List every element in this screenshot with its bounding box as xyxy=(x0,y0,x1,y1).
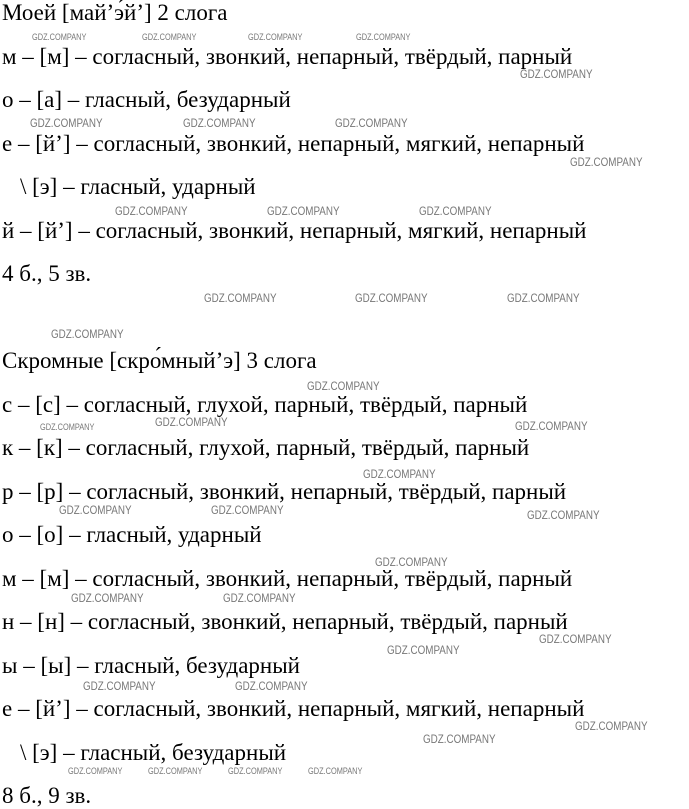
watermark: GDZ.COMPANY xyxy=(355,291,428,305)
summary-line: 4 б., 5 зв. xyxy=(2,261,92,286)
phonetic-line-e: е – [й’] – согласный, звонкий, непарный, мягкий, непарный xyxy=(2,131,585,156)
watermark: GDZ.COMPANY xyxy=(30,116,103,130)
word-title-moey: Моей [май’э́й’] 2 слога xyxy=(2,0,228,25)
watermark: GDZ.COMPANY xyxy=(40,422,95,432)
phonetic-line-o: о – [о] – гласный, ударный xyxy=(2,522,262,547)
watermark: GDZ.COMPANY xyxy=(142,32,197,42)
watermark: GDZ.COMPANY xyxy=(115,204,188,218)
watermark: GDZ.COMPANY xyxy=(223,591,296,605)
phonetic-line-e: е – [й’] – согласный, звонкий, непарный, мягкий, непарный xyxy=(2,696,585,721)
watermark: GDZ.COMPANY xyxy=(155,415,228,429)
watermark: GDZ.COMPANY xyxy=(307,379,380,393)
phonetic-line-y-vowel: ы – [ы] – гласный, безударный xyxy=(2,653,300,678)
watermark: GDZ.COMPANY xyxy=(539,632,612,646)
phonetic-line-y: й – [й’] – согласный, звонкий, непарный, мягкий, непарный xyxy=(2,218,587,243)
watermark: GDZ.COMPANY xyxy=(363,467,436,481)
watermark: GDZ.COMPANY xyxy=(228,766,283,776)
word-title-skromnye: Скромные [скро́мный’э] 3 слога xyxy=(2,348,317,373)
phonetic-line-m: м – [м] – согласный, звонкий, непарный, твёрдый, парный xyxy=(2,44,573,69)
watermark: GDZ.COMPANY xyxy=(204,291,277,305)
watermark: GDZ.COMPANY xyxy=(419,204,492,218)
watermark: GDZ.COMPANY xyxy=(507,291,580,305)
watermark: GDZ.COMPANY xyxy=(375,555,448,569)
watermark: GDZ.COMPANY xyxy=(387,643,460,657)
phonetic-line-s: с – [с] – согласный, глухой, парный, твёрдый, парный xyxy=(2,392,528,417)
watermark: GDZ.COMPANY xyxy=(51,327,124,341)
watermark: GDZ.COMPANY xyxy=(183,116,256,130)
watermark: GDZ.COMPANY xyxy=(211,503,284,517)
watermark: GDZ.COMPANY xyxy=(575,719,648,733)
watermark: GDZ.COMPANY xyxy=(335,116,408,130)
phonetic-line-m: м – [м] – согласный, звонкий, непарный, твёрдый, парный xyxy=(2,566,573,591)
watermark: GDZ.COMPANY xyxy=(59,503,132,517)
phonetic-line-o: о – [а] – гласный, безударный xyxy=(2,87,291,112)
watermark: GDZ.COMPANY xyxy=(267,204,340,218)
watermark: GDZ.COMPANY xyxy=(308,766,363,776)
summary-line: 8 б., 9 зв. xyxy=(2,783,92,808)
watermark: GDZ.COMPANY xyxy=(423,732,496,746)
watermark: GDZ.COMPANY xyxy=(356,32,411,42)
phonetic-line-k: к – [к] – согласный, глухой, парный, твёрдый, парный xyxy=(2,435,530,460)
watermark: GDZ.COMPANY xyxy=(248,32,303,42)
phonetic-line-r: р – [р] – согласный, звонкий, непарный, твёрдый, парный xyxy=(2,479,567,504)
watermark: GDZ.COMPANY xyxy=(68,766,123,776)
watermark: GDZ.COMPANY xyxy=(71,591,144,605)
watermark: GDZ.COMPANY xyxy=(515,419,588,433)
phonetic-line-n: н – [н] – согласный, звонкий, непарный, твёрдый, парный xyxy=(2,609,568,634)
watermark: GDZ.COMPANY xyxy=(32,32,87,42)
phonetic-line-e-vowel: \ [э] – гласный, безударный xyxy=(20,740,287,765)
watermark: GDZ.COMPANY xyxy=(570,155,643,169)
watermark: GDZ.COMPANY xyxy=(527,508,600,522)
phonetic-line-e-vowel: \ [э] – гласный, ударный xyxy=(20,174,256,199)
watermark: GDZ.COMPANY xyxy=(148,766,203,776)
watermark: GDZ.COMPANY xyxy=(520,67,593,81)
watermark: GDZ.COMPANY xyxy=(83,679,156,693)
watermark: GDZ.COMPANY xyxy=(235,679,308,693)
